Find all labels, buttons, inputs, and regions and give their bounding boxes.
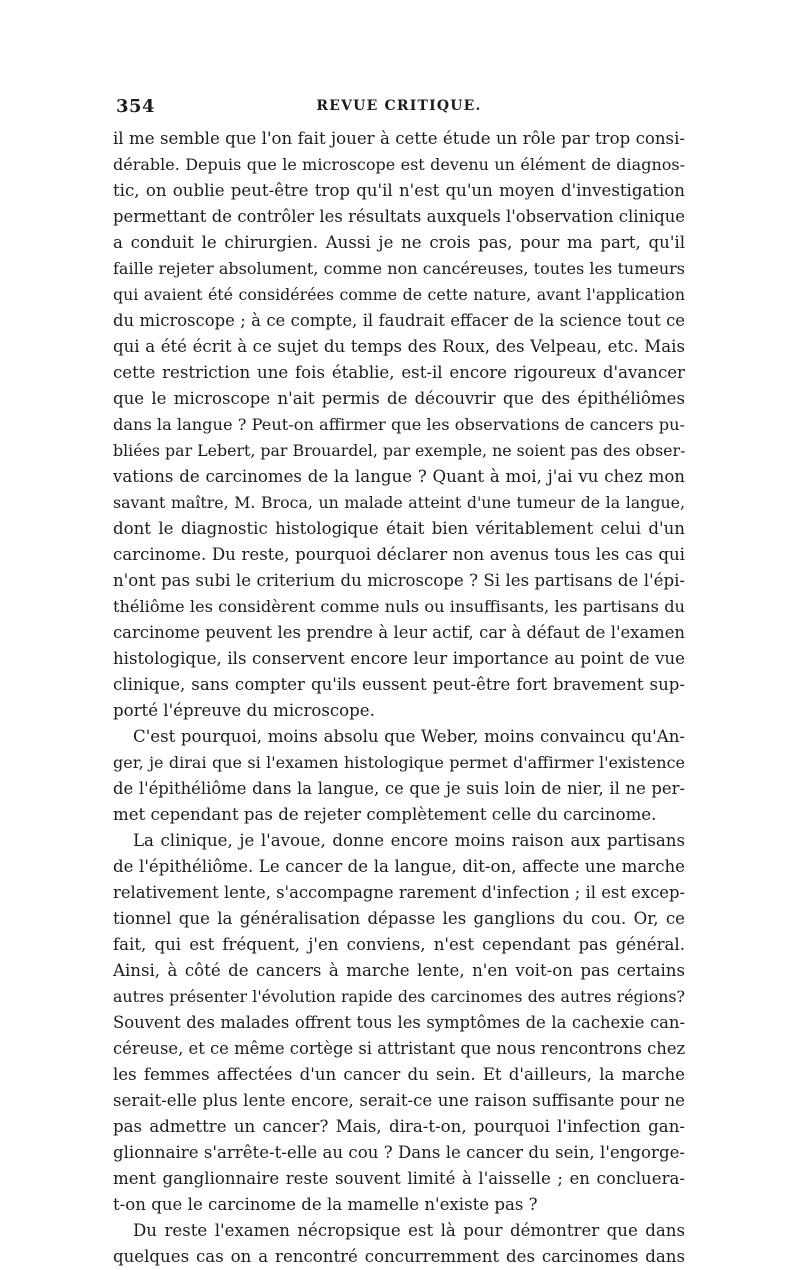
text-line: vations de carcinomes de la langue ? Quant à moi, j'ai vu chez mon: [113, 467, 685, 486]
text-line: n'ont pas subi le criterium du microscope ? Si les partisans de l'épi-: [113, 571, 685, 590]
text-line: carcinome peuvent les prendre à leur actif, car à défaut de l'examen: [113, 623, 685, 642]
text-line: cette restriction une fois établie, est-il encore rigoureux d'avancer: [113, 363, 685, 382]
text-line: autres présenter l'évolution rapide des carcinomes des autres régions?: [113, 987, 685, 1006]
text-line: théliôme les considèrent comme nuls ou insuffisants, les partisans du: [113, 597, 685, 616]
text-line: fait, qui est fréquent, j'en conviens, n'est cependant pas général.: [113, 935, 685, 954]
text-line: a conduit le chirurgien. Aussi je ne crois pas, pour ma part, qu'il: [113, 233, 685, 252]
text-line: de l'épithéliôme dans la langue, ce que je suis loin de nier, il ne per-: [113, 779, 685, 798]
text-line: carcinome. Du reste, pourquoi déclarer non avenus tous les cas qui: [113, 545, 685, 564]
text-line: dérable. Depuis que le microscope est devenu un élément de diagnos-: [113, 155, 685, 174]
text-line: La clinique, je l'avoue, donne encore moins raison aux partisans: [133, 831, 685, 850]
text-line: ger, je dirai que si l'examen histologique permet d'affirmer l'existence: [113, 753, 685, 772]
text-line: Souvent des malades offrent tous les symptômes de la cachexie can-: [113, 1013, 685, 1032]
text-line: relativement lente, s'accompagne rarement d'infection ; il est excep-: [113, 883, 685, 902]
text-line: dans la langue ? Peut-on affirmer que les observations de cancers pu-: [113, 415, 685, 434]
running-title: REVUE CRITIQUE.: [316, 98, 482, 114]
text-line: C'est pourquoi, moins absolu que Weber, moins convaincu qu'An-: [133, 727, 685, 746]
text-line: porté l'épreuve du microscope.: [113, 701, 375, 720]
body-text: [113, 126, 685, 1270]
text-line: qui avaient été considérées comme de cette nature, avant l'application: [113, 285, 685, 304]
text-line: permettant de contrôler les résultats auxquels l'observation clinique: [113, 207, 685, 226]
text-line: faille rejeter absolument, comme non cancéreuses, toutes les tumeurs: [113, 259, 685, 278]
text-line: histologique, ils conservent encore leur importance au point de vue: [113, 649, 685, 668]
text-line: du microscope ; à ce compte, il faudrait effacer de la science tout ce: [113, 311, 685, 330]
text-line: céreuse, et ce même cortège si attristant que nous rencontrons chez: [113, 1039, 686, 1058]
text-line: que le microscope n'ait permis de découvrir que des épithéliômes: [113, 389, 685, 408]
text-line: met cependant pas de rejeter complètement celle du carcinome.: [113, 805, 657, 824]
text-line: dont le diagnostic histologique était bien véritablement celui d'un: [113, 519, 685, 538]
text-line: bliées par Lebert, par Brouardel, par exemple, ne soient pas des obser-: [113, 441, 686, 460]
text-line: tic, on oublie peut-être trop qu'il n'est qu'un moyen d'investigation: [113, 181, 685, 200]
text-line: de l'épithéliôme. Le cancer de la langue, dit-on, affecte une marche: [113, 857, 685, 876]
text-line: serait-elle plus lente encore, serait-ce une raison suffisante pour ne: [113, 1091, 685, 1110]
text-line: tionnel que la généralisation dépasse les ganglions du cou. Or, ce: [113, 909, 685, 928]
text-line: Du reste l'examen nécropsique est là pour démontrer que dans: [133, 1221, 685, 1240]
text-line: pas admettre un cancer? Mais, dira-t-on, pourquoi l'infection gan-: [113, 1117, 685, 1136]
text-line: clinique, sans compter qu'ils eussent peut-être fort bravement sup-: [113, 675, 685, 694]
text-line: les femmes affectées d'un cancer du sein. Et d'ailleurs, la marche: [113, 1065, 685, 1084]
text-line: quelques cas on a rencontré concurremment des carcinomes dans: [113, 1247, 685, 1266]
text-line: il me semble que l'on fait jouer à cette étude un rôle par trop consi-: [113, 129, 685, 148]
text-line: glionnaire s'arrête-t-elle au cou ? Dans le cancer du sein, l'engorge-: [113, 1143, 685, 1162]
text-line: savant maître, M. Broca, un malade atteint d'une tumeur de la langue,: [113, 493, 685, 512]
text-line: Ainsi, à côté de cancers à marche lente, n'en voit-on pas certains: [113, 961, 685, 980]
text-line: qui a été écrit à ce sujet du temps des Roux, des Velpeau, etc. Mais: [113, 337, 685, 356]
text-line: t-on que le carcinome de la mamelle n'existe pas ?: [113, 1195, 538, 1214]
book-page: [113, 96, 685, 1270]
text-line: ment ganglionnaire reste souvent limité à l'aisselle ; en concluera-: [113, 1169, 685, 1188]
running-head: [113, 96, 685, 126]
page-number: 354: [116, 96, 156, 117]
